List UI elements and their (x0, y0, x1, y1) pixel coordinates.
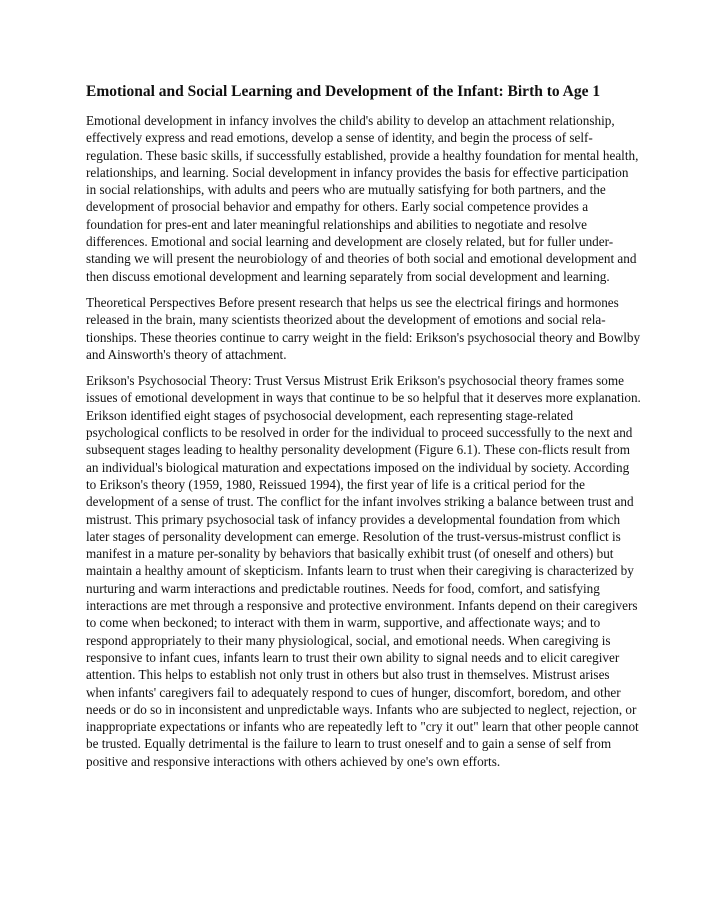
paragraph-emotional-development-intro: Emotional development in infancy involves the child's ability to develop an attachment relationship, effectively express and read emotions, develop a sense of identity, and begin the process of self-regulation. These basic skills, if successfully established, provide a healthy foundation for mental health, relationships, and learning. Social development in infancy provides the basis for effective participation in social relationships, with adults and peers who are mutually satisfying for both partners, and the development of prosocial behavior and empathy for others. Early social competence provides a foundation for pres-ent and later meaningful relationships and abilities to negotiate and resolve differences. Emotional and social learning and development are closely related, but for fuller under-standing we will present the neurobiology of and theories of both social and emotional development and then discuss emotional development and learning separately from social development and learning. (86, 113, 639, 284)
document-page (86, 82, 641, 779)
paragraph-theoretical-perspectives: Theoretical Perspectives Before present research that helps us see the electrical firings and hormones released in the brain, many scientists theorized about the development of emotions and social rela-tionships. These theories continue to carry weight in the field: Erikson's psychosocial theory and Bowlby and Ainsworth's theory of attachment. (86, 294, 641, 362)
document-title: Emotional and Social Learning and Development of the Infant: Birth to Age 1 (86, 83, 601, 100)
paragraph-erikson-psychosocial-theory: Erikson's Psychosocial Theory: Trust Versus Mistrust Erik Erikson's psychosocial theory frames some issues of emotional development in ways that continue to be so helpful that it deserves more explanation. Erikson identified eight stages of psychosocial development, each representing stage-related psychological conflicts to be resolved in order for the individual to proceed successfully to the next and subsequent stages leading to healthy personality development (Figure 6.1). These con-flicts result from an individual's biological maturation and expectations imposed on the individual by society. According to Erikson's theory (1959, 1980, Reissued 1994), the first year of life is a critical period for the development of a sense of trust. The conflict for the infant involves striking a balance between trust and mistrust. This primary psychosocial task of infancy provides a developmental foundation from which later stages of personality development can emerge. Resolution of the trust-versus-mistrust conflict is manifest in a mature per-sonality by behaviors that basically exhibit trust (of oneself and others) but maintain a healthy amount of skepticism. Infants learn to trust when their caregiving is characterized by nurturing and warm interactions and predictable routines. Needs for food, comfort, and satisfying interactions are met through a responsive and protective environment. Infants depend on their caregivers to come when beckoned; to interact with them in warm, supportive, and affectionate ways; and to respond appropriately to their many physiological, social, and emotional needs. When caregiving is responsive to infant cues, infants learn to trust their own ability to signal needs and to elicit caregiver attention. This helps to establish not only trust in others but also trust in themselves. Mistrust arises when infants' caregivers fail to adequately respond to cues of hunger, discomfort, boredom, and other needs or do so in inconsistent and unpredictable ways. Infants who are subjected to neglect, rejection, or inappropriate expectations or infants who are repeatedly left to "cry it out" learn that other people cannot be trusted. Equally detrimental is the failure to learn to trust oneself and to gain a sense of self from positive and responsive interactions with others achieved by one's own efforts. (86, 373, 641, 769)
